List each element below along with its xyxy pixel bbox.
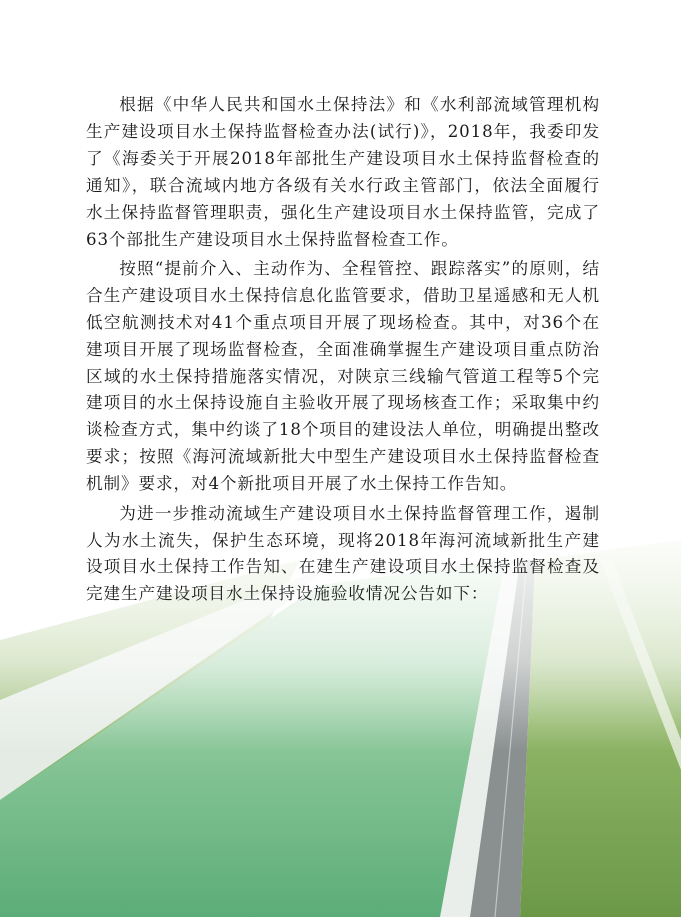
paragraph-1: 根据《中华人民共和国水土保持法》和《水利部流域管理机构生产建设项目水土保持监督检查办法(试行)》，2018年，我委印发了《海委关于开展2018年部批生产建设项目水土保持监督检查的通知》，联合流域内地方各级有关水行政主管部门，依法全面履行水土保持监督管理职责，强化生产建设项目水土保持监管，完成了63个部批生产建设项目水土保持监督检查工作。 bbox=[86, 95, 600, 249]
paragraph-3: 为进一步推动流域生产建设项目水土保持监督管理工作，遏制人为水土流失，保护生态环境，现将2018年海河流域新批生产建设项目水土保持工作告知、在建生产建设项目水土保持监督检查及完建生产建设项目水土保持设施验收情况公告如下： bbox=[86, 503, 600, 604]
announcement-body bbox=[86, 92, 600, 611]
paragraph-2: 按照“提前介入、主动作为、全程管控、跟踪落实”的原则，结合生产建设项目水土保持信息化监管要求，借助卫星遥感和无人机低空航测技术对41个重点项目开展了现场检查。其中，对36个在建项目开展了现场监督检查，全面准确掌握生产建设项目重点防治区域的水土保持措施落实情况，对陕京三线输气管道工程等5个完建项目的水土保持设施自主验收开展了现场核查工作；采取集中约谈检查方式，集中约谈了18个项目的建设法人单位，明确提出整改要求；按照《海河流域新批大中型生产建设项目水土保持监督检查机制》要求，对4个新批项目开展了水土保持工作告知。 bbox=[86, 258, 600, 494]
